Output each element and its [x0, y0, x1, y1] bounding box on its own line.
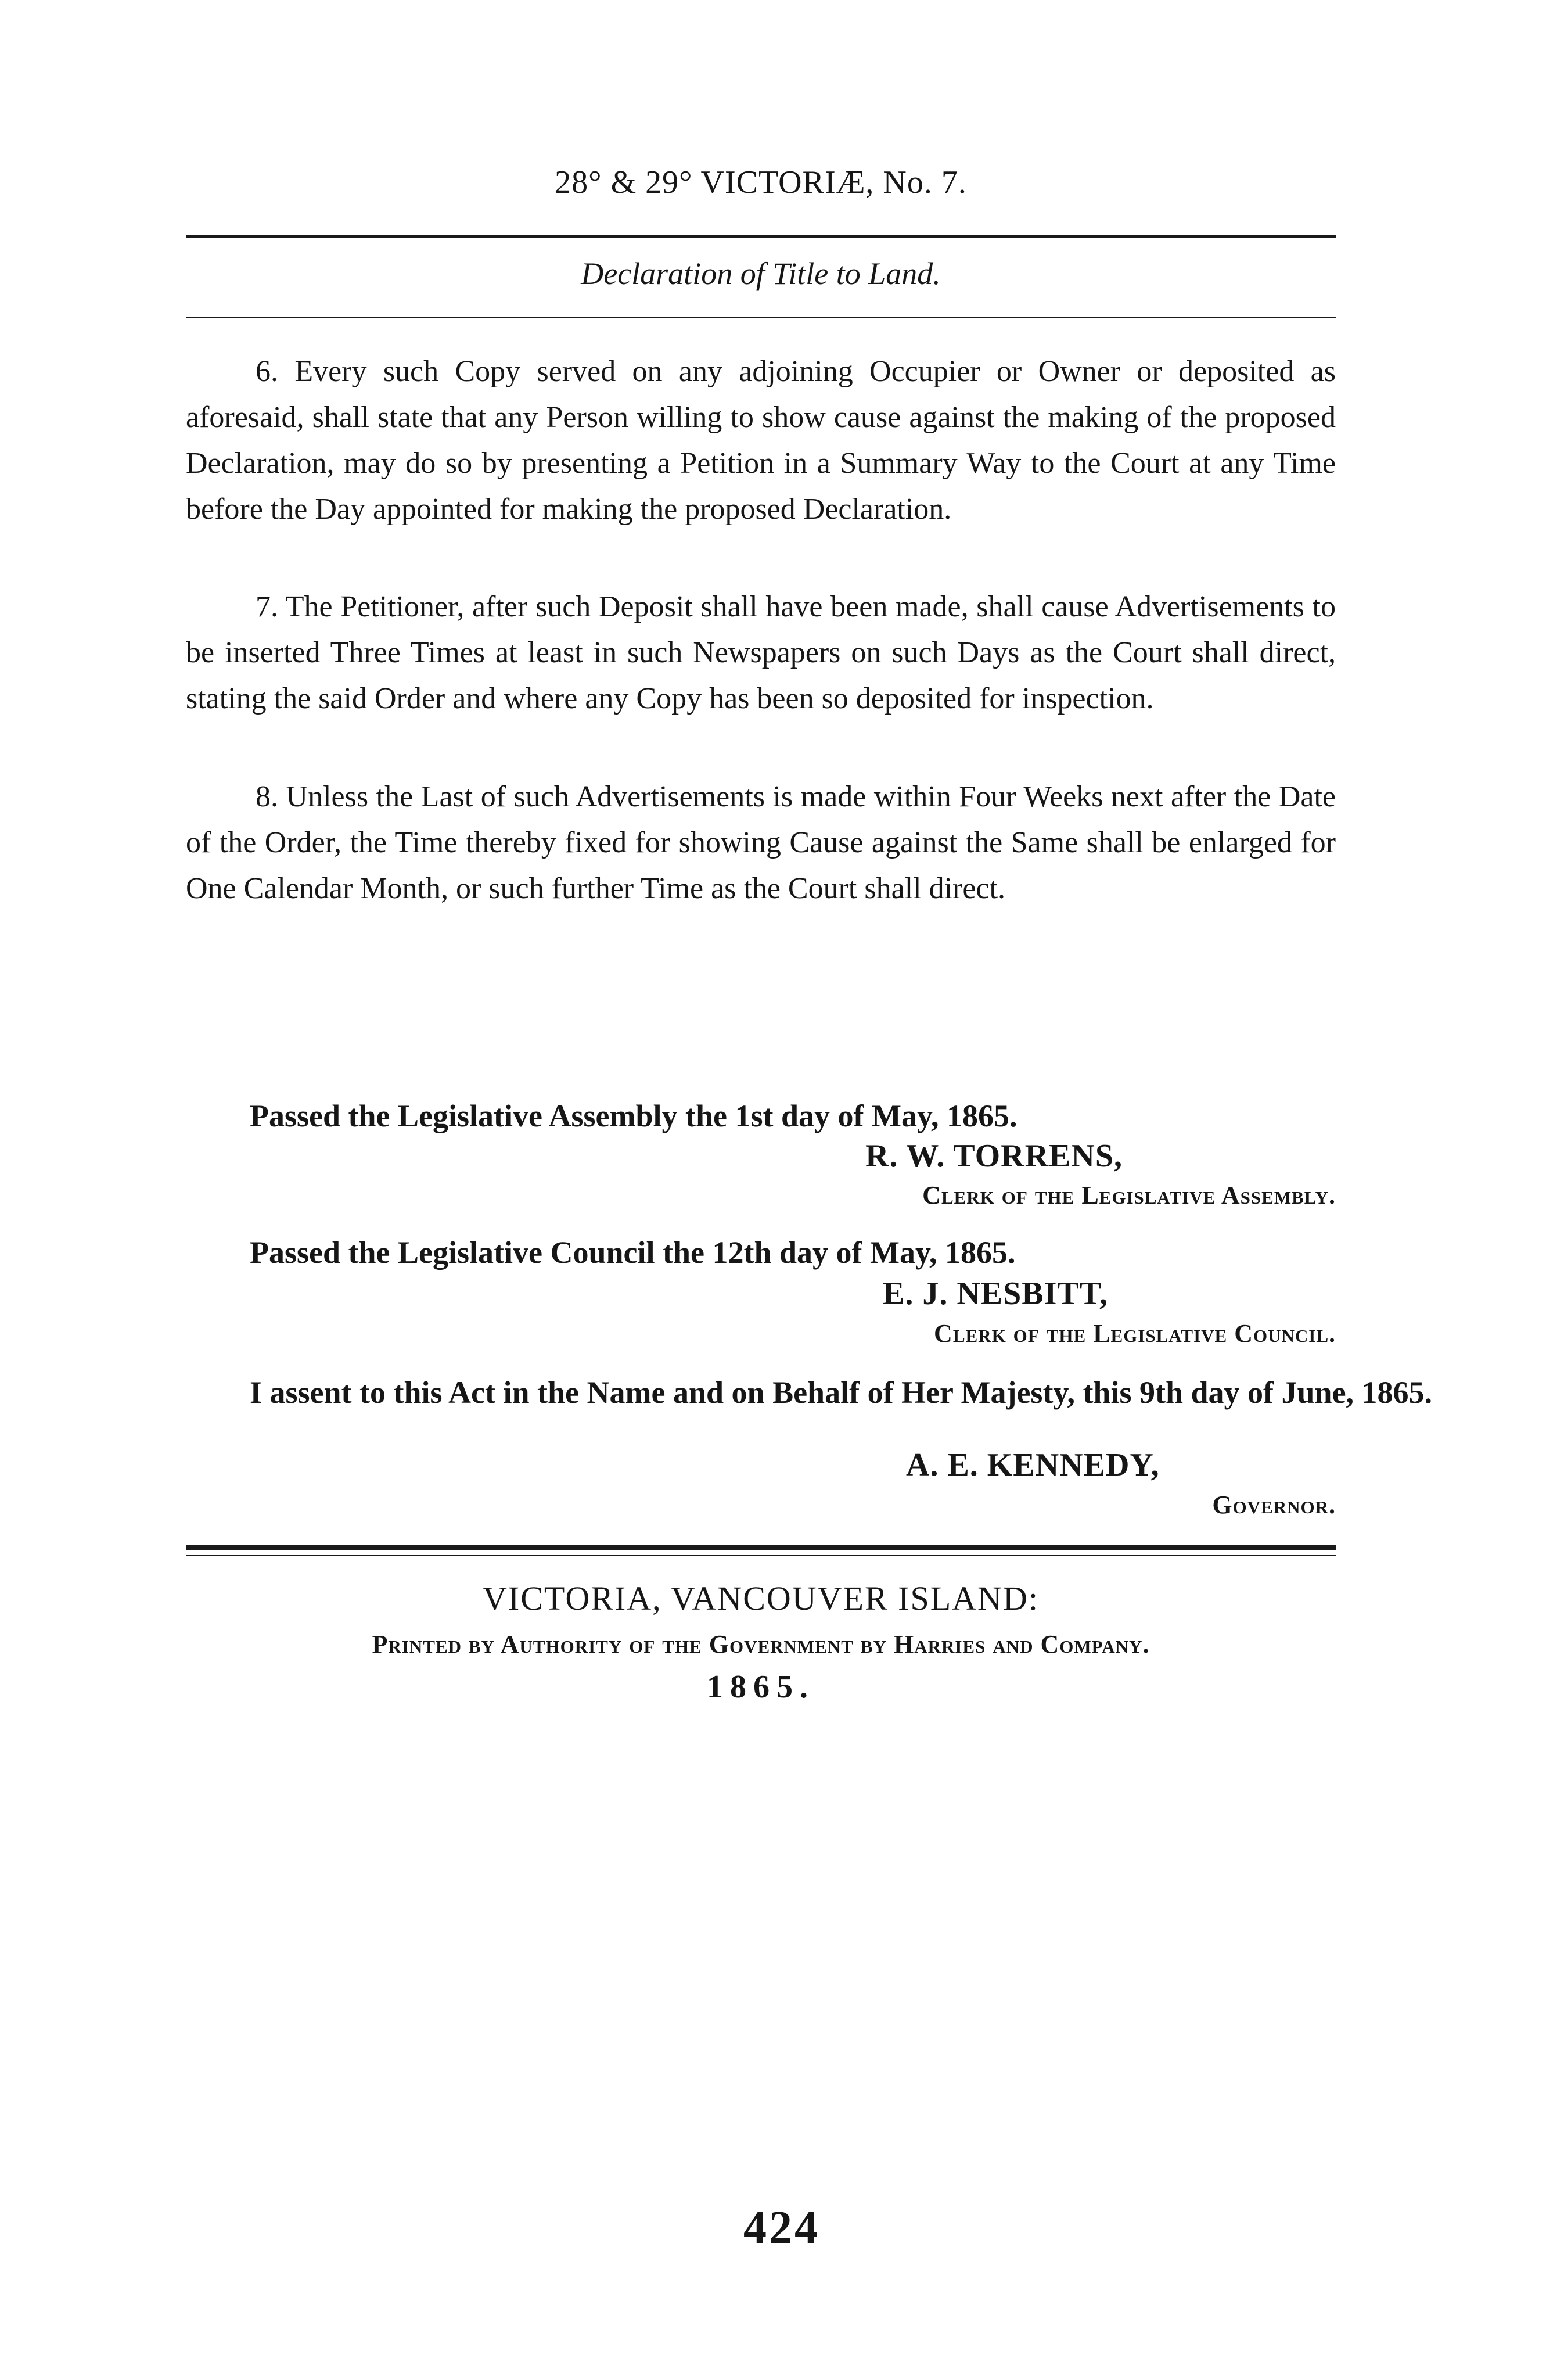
- governor-name: A. E. KENNEDY,: [906, 1447, 1160, 1483]
- section-7: 7. The Petitioner, after such Deposit shall have been made, shall cause Advertisements to be inserted Three Times at least in such Newspapers on such Days as the Court shall direct, stating the said Order and where any Copy has been so deposited for inspection.: [186, 590, 1336, 715]
- assembly-passed-text: Passed the Legislative Assembly the 1st day of May, 1865.: [250, 1099, 1018, 1133]
- footer-year: 1865.: [707, 1669, 815, 1705]
- council-passed-text: Passed the Legislative Council the 12th day of May, 1865.: [250, 1235, 1016, 1270]
- footer-rule-thin: [186, 1555, 1336, 1556]
- footer-printer: Printed by Authority of the Government by Harries and Company.: [372, 1630, 1150, 1659]
- section-6: 6. Every such Copy served on any adjoining Occupier or Owner or deposited as aforesaid, shall state that any Person willing to show cause against the making of the proposed Declaration, may do so by presenting a Petition in a Summary Way to the Court at any Time before the Day appointed for making the proposed Declaration.: [186, 355, 1336, 526]
- council-clerk-name: E. J. NESBITT,: [883, 1276, 1108, 1312]
- governor-title: Governor.: [1212, 1491, 1336, 1519]
- header-rule-top: [186, 235, 1336, 238]
- section-8: 8. Unless the Last of such Advertisements is made within Four Weeks next after the Date of the Order, the Time thereby fixed for showing Cause against the Same shall be enlarged for One Calendar Month, or such further Time as the Court shall direct.: [186, 780, 1336, 905]
- footer-place: VICTORIA, VANCOUVER ISLAND:: [483, 1580, 1039, 1617]
- header-rule-bottom: [186, 317, 1336, 318]
- running-title: 28° & 29° VICTORIÆ, No. 7.: [555, 164, 967, 200]
- page-number: 424: [743, 2202, 820, 2253]
- section-subtitle: Declaration of Title to Land.: [581, 256, 941, 291]
- assembly-clerk-name: R. W. TORRENS,: [865, 1138, 1123, 1174]
- assent-text: I assent to this Act in the Name and on Behalf of Her Majesty, this 9th day of June, 1865.: [250, 1375, 1433, 1410]
- footer-rule-thick: [186, 1545, 1336, 1550]
- council-clerk-title: Clerk of the Legislative Council.: [934, 1319, 1336, 1348]
- assembly-clerk-title: Clerk of the Legislative Assembly.: [922, 1181, 1336, 1209]
